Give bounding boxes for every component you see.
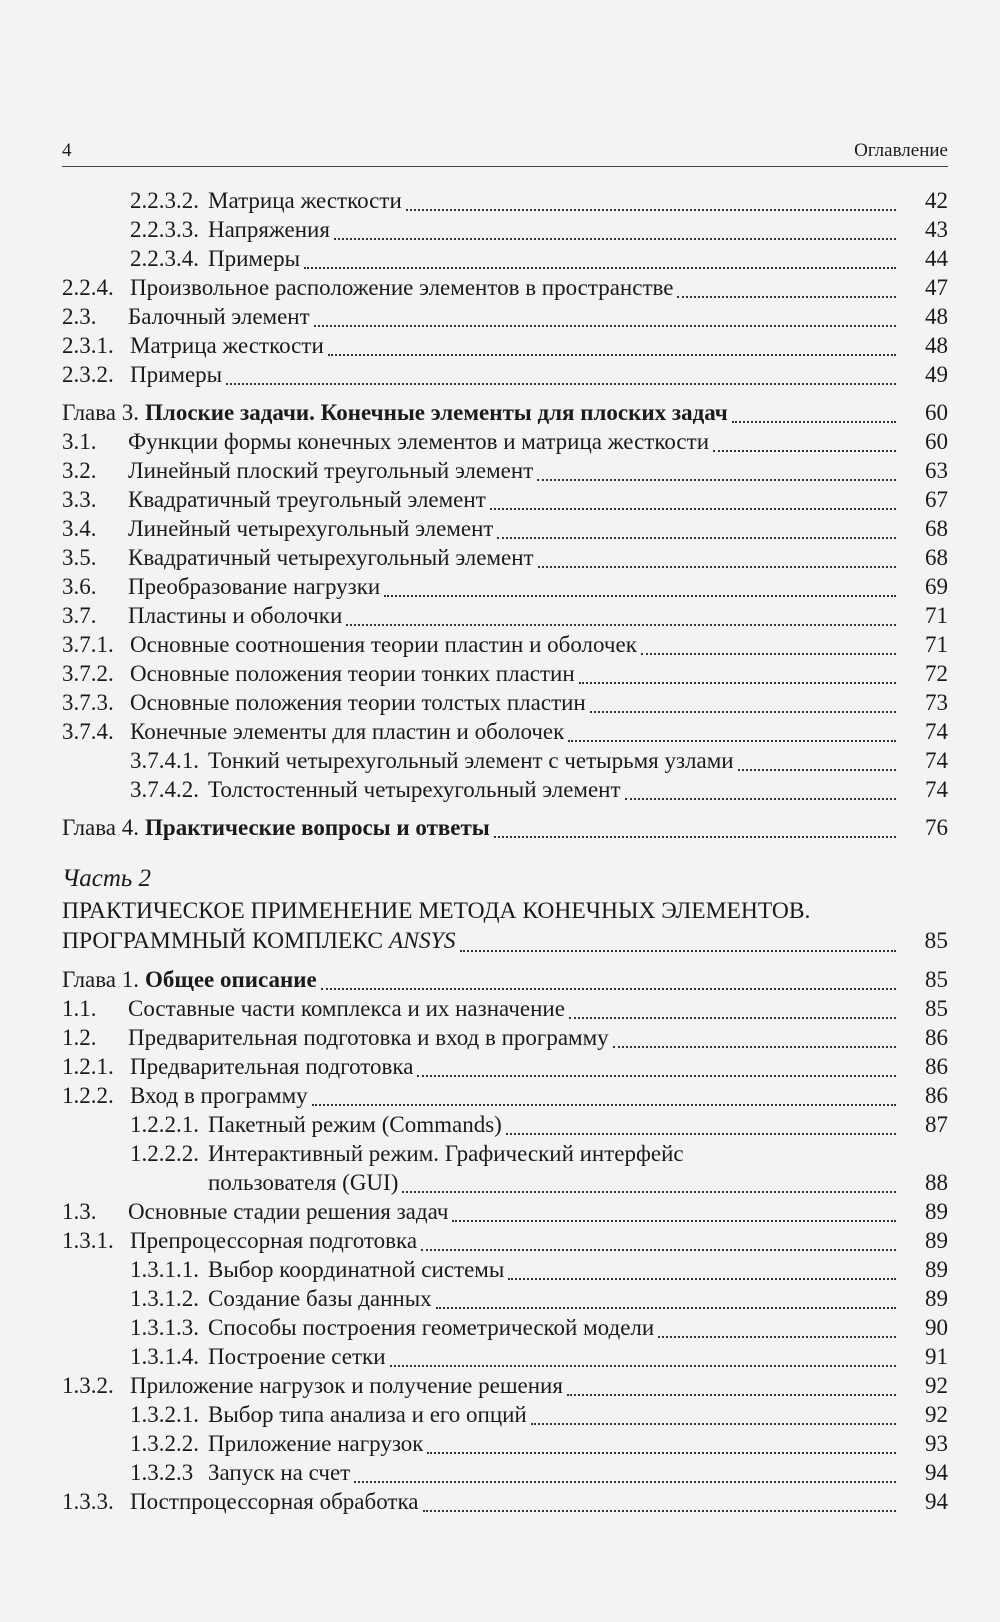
entry-number: 2.2.3.3. [130, 217, 199, 242]
leader-dots [314, 305, 896, 327]
leader-dots [417, 1055, 896, 1077]
page-ref: 49 [925, 362, 948, 387]
page-ref: 60 [925, 400, 948, 425]
entry-title: Запуск на счет [208, 1460, 351, 1485]
page-ref: 85 [924, 928, 948, 954]
page-ref: 88 [925, 1170, 948, 1195]
toc-entry[interactable] [62, 1052, 948, 1081]
page-ref: 85 [925, 996, 948, 1021]
entry-number: 1.3.1.2. [130, 1286, 199, 1311]
page-ref: 48 [925, 304, 948, 329]
leader-dots [579, 662, 896, 684]
page-ref: 86 [925, 1083, 948, 1108]
toc-entry[interactable] [62, 273, 948, 302]
page-ref: 86 [925, 1025, 948, 1050]
entry-title: Приложение нагрузок [208, 1431, 424, 1456]
entry-number: 2.2.3.2. [130, 188, 199, 213]
entry-number: 3.7.4. [62, 719, 114, 744]
toc-entry[interactable] [62, 485, 948, 514]
leader-dots [531, 1403, 896, 1425]
page-ref: 74 [925, 748, 948, 773]
toc-entry[interactable] [62, 1139, 948, 1168]
page-ref: 86 [925, 1054, 948, 1079]
toc-block-chapter3 [62, 427, 948, 804]
page-ref: 71 [925, 632, 948, 657]
entry-number: 3.7.3. [62, 690, 114, 715]
running-header [62, 136, 948, 167]
leader-dots [402, 1171, 896, 1193]
leader-dots [334, 218, 896, 240]
toc-block-chapter1-cont [62, 1197, 948, 1516]
entry-title: Линейный плоский треугольный элемент [128, 458, 534, 483]
page-ref: 72 [925, 661, 948, 686]
page-number: 4 [62, 140, 72, 161]
toc-entry[interactable] [62, 1400, 948, 1429]
page-ref: 69 [925, 574, 948, 599]
toc-entry[interactable] [62, 360, 948, 389]
toc-entry[interactable] [62, 717, 948, 746]
leader-dots [406, 189, 896, 211]
toc-entry[interactable] [62, 1255, 948, 1284]
entry-number: 3.7.4.1. [130, 748, 199, 773]
entry-title: Предварительная подготовка [130, 1054, 414, 1079]
page-ref: 89 [925, 1257, 948, 1282]
entry-title: Пакетный режим (Commands) [208, 1112, 502, 1137]
toc-entry[interactable] [62, 994, 948, 1023]
toc-entry[interactable] [62, 746, 948, 775]
entry-number: 2.3.1. [62, 333, 114, 358]
entry-title: Предварительная подготовка и вход в программу [128, 1025, 609, 1050]
leader-dots [423, 1490, 897, 1512]
entry-title: Произвольное расположение элементов в пространстве [130, 275, 674, 300]
toc-block-chapter1 [62, 994, 948, 1139]
entry-title: Построение сетки [208, 1344, 386, 1369]
entry-title: Создание базы данных [208, 1286, 432, 1311]
chapter-title: Практические вопросы и ответы [145, 815, 490, 840]
entry-number: 1.3.2.2. [130, 1431, 199, 1456]
page-ref: 89 [925, 1228, 948, 1253]
entry-number: 3.3. [62, 487, 97, 512]
entry-number: 1.3.2.3 [130, 1460, 194, 1485]
chapter-prefix: Глава 1. [62, 967, 140, 992]
leader-dots [732, 401, 896, 423]
entry-number: 1.2.2. [62, 1083, 114, 1108]
page-ref: 60 [925, 429, 948, 454]
leader-dots [613, 1026, 896, 1048]
page-ref: 89 [925, 1199, 948, 1224]
leader-dots [738, 749, 896, 771]
entry-title: Тонкий четырехугольный элемент с четырьмя узлами [208, 748, 734, 773]
leader-dots [226, 363, 896, 385]
entry-number: 1.3. [62, 1199, 97, 1224]
entry-number: 1.2.2.2. [130, 1141, 199, 1166]
leader-dots [328, 334, 896, 356]
entry-number: 3.1. [62, 429, 97, 454]
entry-title: Квадратичный четырехугольный элемент [128, 545, 534, 570]
toc-entry[interactable] [62, 1313, 948, 1342]
leader-dots [452, 1200, 896, 1222]
entry-number: 1.3.1.4. [130, 1344, 199, 1369]
page-ref: 43 [925, 217, 948, 242]
entry-number: 1.2. [62, 1025, 97, 1050]
toc-entry[interactable] [62, 688, 948, 717]
leader-dots [538, 546, 896, 568]
leader-dots [569, 997, 896, 1019]
entry-number: 2.2.3.4. [130, 246, 199, 271]
leader-dots [436, 1287, 896, 1309]
page-ref: 87 [925, 1112, 948, 1137]
entry-title: Интерактивный режим. Графический интерфейс [208, 1141, 684, 1166]
page-ref: 93 [925, 1431, 948, 1456]
toc-entry[interactable] [62, 215, 948, 244]
entry-title: Препроцессорная подготовка [130, 1228, 418, 1253]
entry-number: 2.3. [62, 304, 97, 329]
entry-title: Матрица жесткости [130, 333, 324, 358]
part-label: Часть 2 [62, 865, 152, 892]
entry-number: 2.2.4. [62, 275, 114, 300]
entry-title: Основные положения теории толстых пластин [130, 690, 586, 715]
entry-number: 1.2.1. [62, 1054, 114, 1079]
page-ref: 92 [925, 1373, 948, 1398]
table-of-contents [62, 186, 948, 1516]
entry-title: Примеры [130, 362, 223, 387]
leader-dots [384, 575, 896, 597]
leader-dots [506, 1113, 896, 1135]
page-ref: 47 [925, 275, 948, 300]
entry-number: 1.3.1.1. [130, 1257, 199, 1282]
entry-title: Пластины и оболочки [128, 603, 343, 628]
toc-entry[interactable] [62, 244, 948, 273]
page-ref: 89 [925, 1286, 948, 1311]
entry-title: Основные стадии решения задач [128, 1199, 449, 1224]
entry-number: 2.3.2. [62, 362, 114, 387]
page-ref: 94 [925, 1489, 948, 1514]
page-ref: 74 [925, 777, 948, 802]
toc-entry[interactable] [62, 630, 948, 659]
page-ref: 71 [925, 603, 948, 628]
entry-title: Напряжения [208, 217, 330, 242]
entry-number: 3.2. [62, 458, 97, 483]
entry-title: Линейный четырехугольный элемент [128, 516, 494, 541]
toc-entry[interactable] [62, 1226, 948, 1255]
chapter-prefix: Глава 3. [62, 400, 140, 425]
entry-number: 1.3.1.3. [130, 1315, 199, 1340]
chapter-title: Общее описание [145, 967, 317, 992]
entry-number: 1.3.3. [62, 1489, 114, 1514]
page-ref: 42 [925, 188, 948, 213]
toc-entry[interactable] [62, 659, 948, 688]
toc-entry[interactable] [62, 1284, 948, 1313]
leader-dots [658, 1316, 896, 1338]
page-ref: 85 [925, 967, 948, 992]
toc-entry[interactable] [62, 1429, 948, 1458]
toc-entry-continuation[interactable] [62, 1168, 948, 1197]
toc-chapter-4[interactable] [62, 813, 948, 842]
page-ref: 73 [925, 690, 948, 715]
leader-dots [321, 968, 896, 990]
toc-entry[interactable] [62, 1458, 948, 1487]
page-ref: 90 [925, 1315, 948, 1340]
entry-title: Способы построения геометрической модели [208, 1315, 655, 1340]
page-ref: 91 [925, 1344, 948, 1369]
leader-dots [304, 247, 896, 269]
toc-entry[interactable] [62, 186, 948, 215]
entry-number: 3.5. [62, 545, 97, 570]
page-ref: 63 [925, 458, 948, 483]
leader-dots [567, 1374, 896, 1396]
leader-dots [494, 816, 896, 838]
toc-entry[interactable] [62, 775, 948, 804]
page-ref: 76 [925, 815, 948, 840]
leader-dots [537, 459, 896, 481]
entry-title: Вход в программу [130, 1083, 308, 1108]
part-title-line2: ПРОГРАММНЫЙ КОМПЛЕКС [62, 928, 384, 954]
entry-number: 3.7.4.2. [130, 777, 199, 802]
page-ref: 68 [925, 516, 948, 541]
toc-entry[interactable] [62, 1197, 948, 1226]
entry-title: Составные части комплекса и их назначение [128, 996, 565, 1021]
entry-number: 1.3.1. [62, 1228, 114, 1253]
leader-dots [427, 1432, 896, 1454]
leader-dots [460, 930, 897, 952]
page-ref: 44 [925, 246, 948, 271]
toc-entry[interactable] [62, 543, 948, 572]
toc-block-chapter2-tail [62, 186, 948, 389]
leader-dots [354, 1461, 896, 1483]
leader-dots [421, 1229, 896, 1251]
leader-dots [312, 1084, 896, 1106]
toc-chapter-1[interactable] [62, 965, 948, 994]
toc-entry[interactable] [62, 456, 948, 485]
page-ref: 48 [925, 333, 948, 358]
leader-dots [508, 1258, 896, 1280]
entry-title: Матрица жесткости [208, 188, 402, 213]
entry-title: Выбор типа анализа и его опций [208, 1402, 527, 1427]
toc-entry[interactable] [62, 331, 948, 360]
entry-title: Основные положения теории тонких пластин [130, 661, 575, 686]
entry-title: Балочный элемент [128, 304, 310, 329]
running-title: Оглавление [854, 140, 948, 161]
toc-entry[interactable] [62, 1342, 948, 1371]
leader-dots [625, 778, 896, 800]
leader-dots [641, 633, 896, 655]
leader-dots [346, 604, 896, 626]
entry-title: Конечные элементы для пластин и оболочек [130, 719, 565, 744]
toc-entry[interactable] [62, 1371, 948, 1400]
page-ref: 92 [925, 1402, 948, 1427]
entry-title: Основные соотношения теории пластин и оболочек [130, 632, 637, 657]
entry-title: Преобразование нагрузки [128, 574, 381, 599]
toc-entry[interactable] [62, 514, 948, 543]
entry-number: 1.2.2.1. [130, 1112, 199, 1137]
entry-title: Квадратичный треугольный элемент [128, 487, 486, 512]
entry-number: 3.7.2. [62, 661, 114, 686]
page-ref: 74 [925, 719, 948, 744]
chapter-title: Плоские задачи. Конечные элементы для плоских задач [145, 400, 728, 425]
page-ref: 68 [925, 545, 948, 570]
entry-title: пользователя (GUI) [208, 1170, 399, 1195]
entry-number: 1.3.2.1. [130, 1402, 199, 1427]
leader-dots [568, 720, 896, 742]
entry-title: Приложение нагрузок и получение решения [130, 1373, 563, 1398]
entry-number: 1.1. [62, 996, 97, 1021]
toc-entry[interactable] [62, 572, 948, 601]
entry-title: Примеры [208, 246, 301, 271]
toc-entry[interactable] [62, 427, 948, 456]
toc-entry[interactable] [62, 1110, 948, 1139]
leader-dots [390, 1345, 896, 1367]
toc-entry[interactable] [62, 1081, 948, 1110]
page-ref: 67 [925, 487, 948, 512]
part-title-software: ANSYS [388, 928, 456, 954]
entry-number: 3.7. [62, 603, 97, 628]
leader-dots [490, 488, 896, 510]
entry-title: Толстостенный четырехугольный элемент [208, 777, 621, 802]
leader-dots [590, 691, 896, 713]
entry-number: 3.6. [62, 574, 97, 599]
leader-dots [677, 276, 896, 298]
leader-dots [713, 430, 896, 452]
part-title-line1: ПРАКТИЧЕСКОЕ ПРИМЕНЕНИЕ МЕТОДА КОНЕЧНЫХ ЭЛЕМЕНТОВ. [62, 898, 811, 924]
toc-part-2[interactable] [62, 927, 948, 956]
toc-chapter-3[interactable] [62, 398, 948, 427]
entry-number: 3.7.1. [62, 632, 114, 657]
chapter-prefix: Глава 4. [62, 815, 140, 840]
toc-entry[interactable] [62, 1487, 948, 1516]
toc-entry[interactable] [62, 1023, 948, 1052]
page-ref: 94 [925, 1460, 948, 1485]
toc-entry[interactable] [62, 601, 948, 630]
leader-dots [497, 517, 896, 539]
toc-entry[interactable] [62, 302, 948, 331]
entry-title: Функции формы конечных элементов и матрица жесткости [128, 429, 709, 454]
entry-title: Постпроцессорная обработка [130, 1489, 419, 1514]
entry-number: 1.3.2. [62, 1373, 114, 1398]
entry-title: Выбор координатной системы [208, 1257, 505, 1282]
entry-number: 3.4. [62, 516, 97, 541]
